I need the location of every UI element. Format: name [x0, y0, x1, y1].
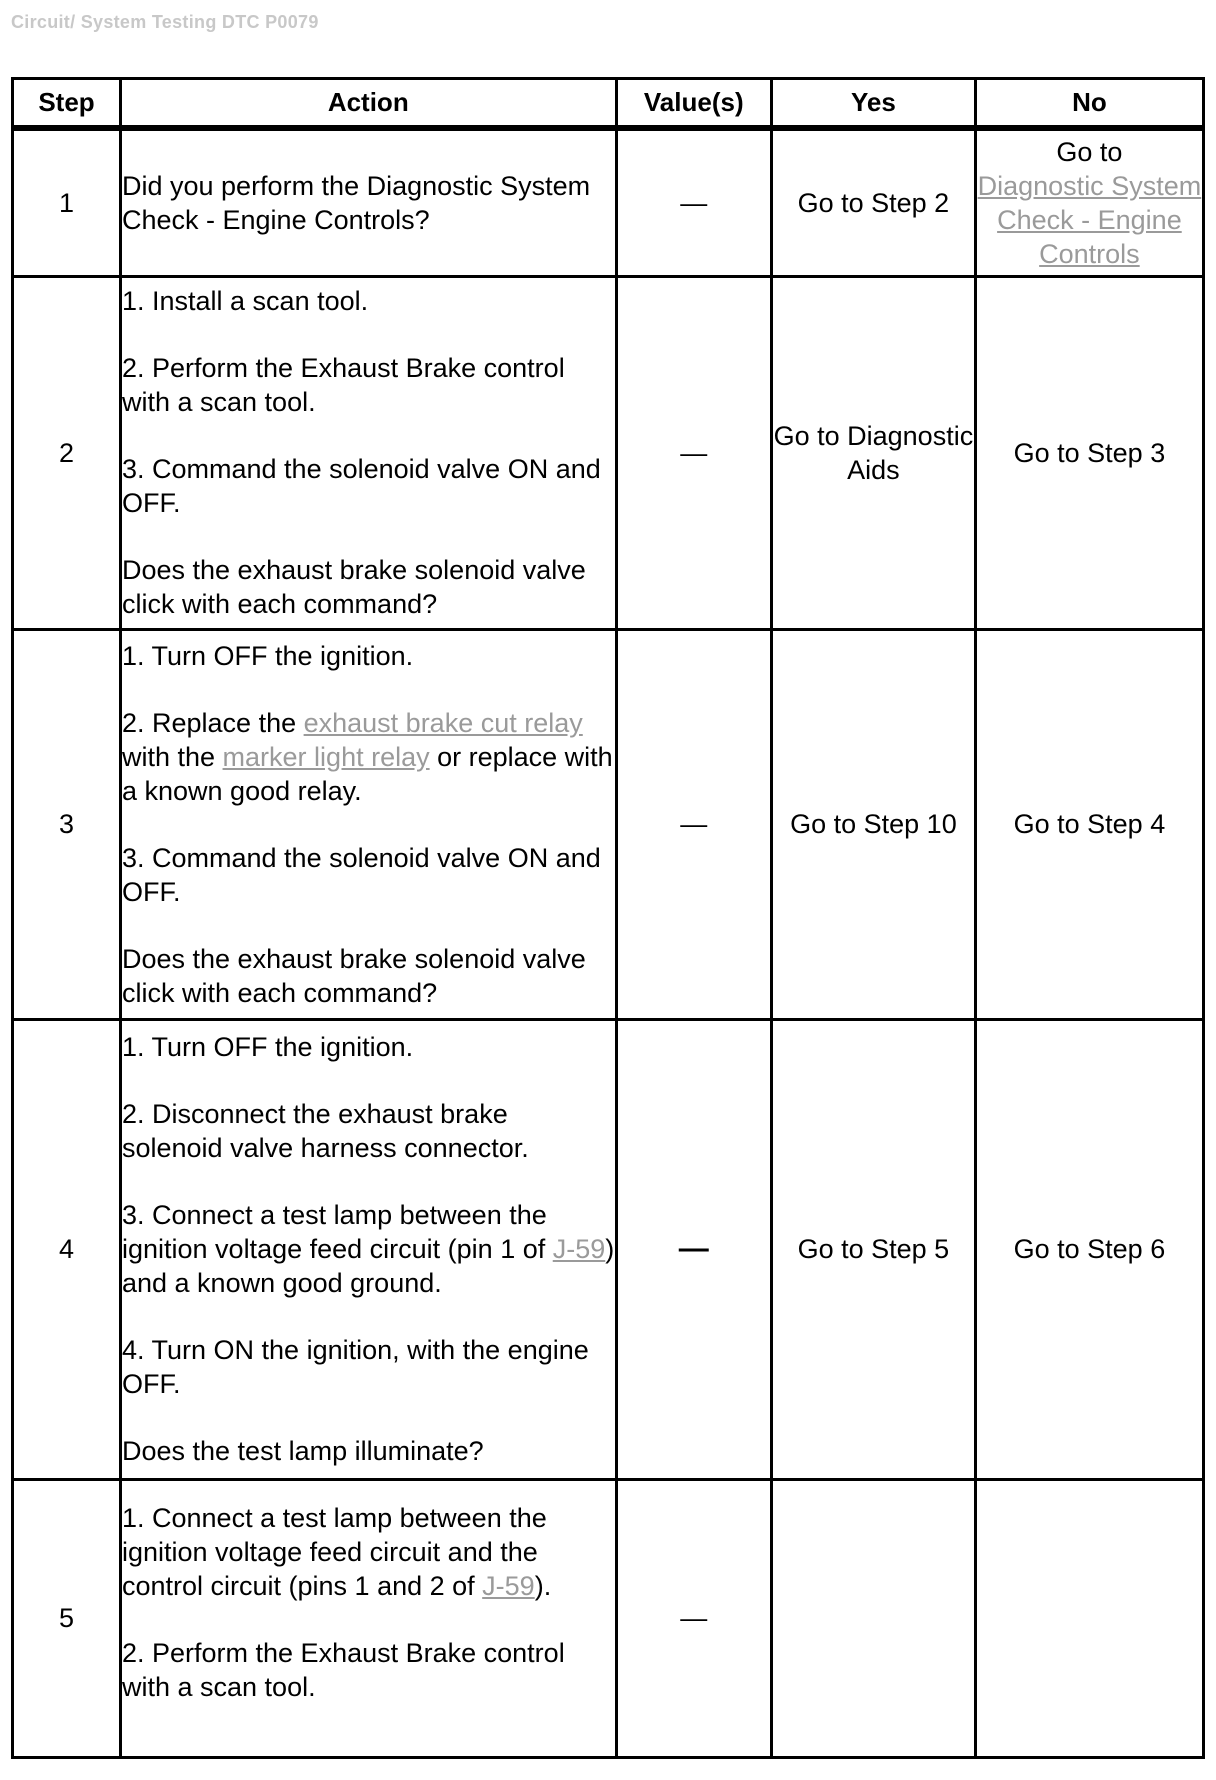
diagnostic-steps-table	[11, 77, 1205, 1759]
link-j-59[interactable]: J-59	[552, 1234, 606, 1264]
action-text: 1. Turn OFF the ignition.	[121, 640, 414, 671]
link-j-59[interactable]: J-59	[482, 1570, 535, 1601]
link-marker-light-relay[interactable]: marker light relay	[222, 741, 430, 772]
step-number: 4	[13, 1019, 121, 1479]
action-cell	[120, 629, 616, 1019]
no-cell-prefix: Go to	[1056, 136, 1123, 167]
link-diagnostic-system-check[interactable]: Diagnostic System Check - Engine Controls	[977, 170, 1202, 269]
no-cell: Go to Step 4	[975, 629, 1203, 1019]
action-text: 2. Replace the exhaust brake cut relay with the marker light relay or replace with a known good relay.	[121, 707, 613, 806]
column-header-action: Action	[120, 79, 616, 129]
action-text: 2. Perform the Exhaust Brake control with a scan tool.	[121, 1637, 565, 1702]
action-question: Does the test lamp illuminate?	[121, 1436, 484, 1466]
column-header-no: No	[975, 79, 1203, 129]
yes-cell	[771, 1479, 975, 1757]
action-cell	[120, 128, 616, 276]
step-number: 3	[13, 629, 121, 1019]
table-row	[13, 128, 1204, 276]
table-row	[13, 629, 1204, 1019]
action-text: 1. Connect a test lamp between the ignition voltage feed circuit and the control circuit (pins 1 and 2 of J-59).	[121, 1502, 552, 1601]
table-row	[13, 1479, 1204, 1757]
table-header-row	[13, 79, 1204, 129]
page-title: Circuit/ System Testing DTC P0079	[11, 12, 319, 32]
step-number: 2	[13, 276, 121, 629]
action-text: 2. Perform the Exhaust Brake control with a scan tool.	[121, 353, 565, 417]
yes-cell: Go to Diagnostic Aids	[771, 276, 975, 629]
table-row	[13, 276, 1204, 629]
column-header-values: Value(s)	[616, 79, 771, 129]
action-question: Does the exhaust brake solenoid valve click with each command?	[121, 555, 586, 619]
action-text: 3. Connect a test lamp between the ignition voltage feed circuit (pin 1 of J-59) and a known good ground.	[121, 1200, 615, 1298]
action-question: Does the exhaust brake solenoid valve click with each command?	[121, 943, 586, 1008]
value-cell: —	[616, 1479, 771, 1757]
value-cell: —	[616, 276, 771, 629]
action-text: Did you perform the Diagnostic System Check - Engine Controls?	[121, 170, 591, 235]
action-cell	[120, 1019, 616, 1479]
link-exhaust-brake-cut-relay[interactable]: exhaust brake cut relay	[303, 707, 583, 738]
action-text: 1. Turn OFF the ignition.	[121, 1032, 414, 1062]
step-number: 5	[13, 1479, 121, 1757]
no-cell: Go to Step 3	[975, 276, 1203, 629]
action-text: 3. Command the solenoid valve ON and OFF.	[121, 842, 601, 907]
no-cell: Go to Step 6	[975, 1019, 1203, 1479]
column-header-step: Step	[13, 79, 121, 129]
value-cell: —	[616, 128, 771, 276]
action-text: 3. Command the solenoid valve ON and OFF.	[121, 454, 601, 518]
action-text: 1. Install a scan tool.	[121, 286, 369, 316]
no-cell	[975, 1479, 1203, 1757]
step-number: 1	[13, 128, 121, 276]
yes-cell: Go to Step 10	[771, 629, 975, 1019]
value-cell: —	[616, 1019, 771, 1479]
yes-cell: Go to Step 2	[771, 128, 975, 276]
action-cell	[120, 276, 616, 629]
action-text: 4. Turn ON the ignition, with the engine OFF.	[121, 1335, 589, 1399]
action-text: 2. Disconnect the exhaust brake solenoid valve harness connector.	[121, 1099, 529, 1163]
table-row	[13, 1019, 1204, 1479]
yes-cell: Go to Step 5	[771, 1019, 975, 1479]
value-cell: —	[616, 629, 771, 1019]
no-cell	[975, 128, 1203, 276]
action-cell	[120, 1479, 616, 1757]
column-header-yes: Yes	[771, 79, 975, 129]
